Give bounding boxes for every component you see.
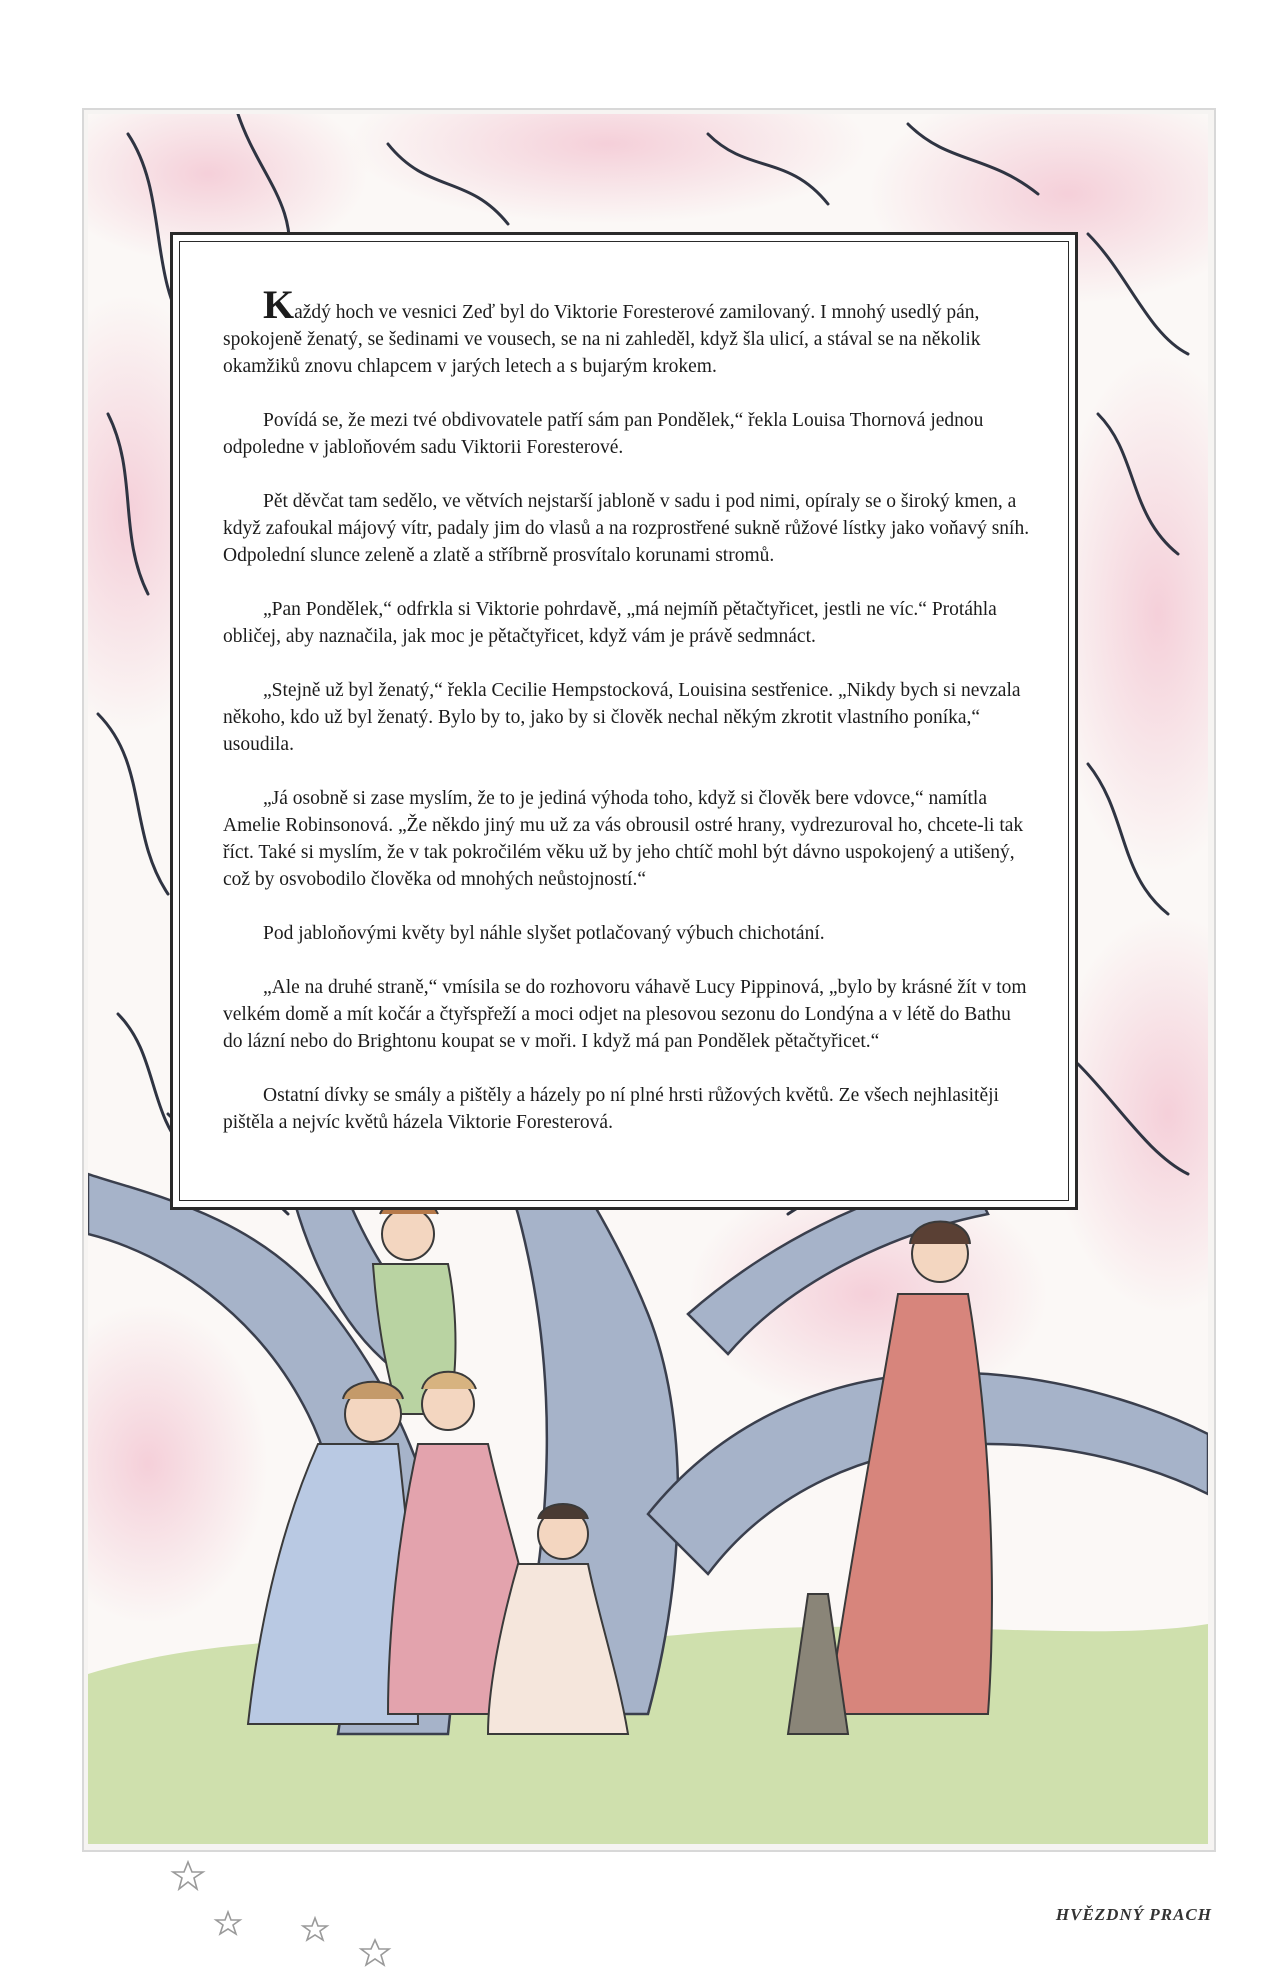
paragraph-1: [223, 282, 1033, 380]
story-text: [223, 282, 1033, 1163]
paragraph-8: „Ale na druhé straně,“ vmísila se do rozhovoru váhavě Lucy Pippinová, „bylo by krásné žít v tom velkém domě a mít kočár a čtyřspřeží a moci odjet na plesovou sezonu do Londýna a v létě do Bathu do lázní nebo do Brightonu koupat se v moři. I když má pan Pondělek pětačtyřicet.“: [223, 977, 1027, 1052]
paragraph-3: Pět děvčat tam sedělo, ve větvích nejstarší jabloně v sadu i pod nimi, opíraly se o široký kmen, a když zafoukal májový vítr, padaly jim do vlasů a na rozprostřené sukně růžové lístky jako voňavý sníh. Odpolední slunce zeleně a zlatě a stříbrně prosvítalo korunami stromů.: [223, 491, 1030, 566]
star-icon: [361, 1940, 389, 1965]
decorative-stars: [160, 1860, 420, 1970]
paragraph-6: „Já osobně si zase myslím, že to je jediná výhoda toho, když si člověk bere vdovce,“ namítla Amelie Robinsonová. „Že někdo jiný mu už za vás obrousil ostré hrany, vydrezuroval ho, chcete-li tak říct. Také si myslím, že v tak pokročilém věku už by jeho chtíč mohl být dávno uspokojený a utišený, což by osvobodilo člověka od mnohých neůstojností.“: [223, 788, 1024, 890]
star-icon: [216, 1912, 240, 1934]
paragraph-2: Povídá se, že mezi tvé obdivovatele patří sám pan Pondělek,“ řekla Louisa Thornová jednou odpoledne v jabloňovém sadu Viktorii Foresterové.: [223, 410, 984, 458]
paragraph-7: Pod jabloňovými květy byl náhle slyšet potlačovaný výbuch chichotání.: [263, 923, 825, 944]
paragraph-4: „Pan Pondělek,“ odfrkla si Viktorie pohrdavě, „má nejmíň pětačtyřicet, jestli ne víc.“ Protáhla obličej, aby naznačila, jak moc je pětačtyřicet, když vám je právě sedmnáct.: [223, 599, 997, 647]
drop-cap: K: [263, 282, 295, 327]
story-text-box: [170, 232, 1078, 1210]
paragraph-1-text: aždý hoch ve vesnici Zeď byl do Viktorie Foresterové zamilovaný. I mnohý usedlý pán, spokojeně ženatý, se šedinami ve vousech, se na ni zahleděl, když šla ulicí, a stával se na několik okamžiků znovu chlapcem v jarých letech a s bujarým krokem.: [223, 302, 981, 377]
paragraph-5: „Stejně už byl ženatý,“ řekla Cecilie Hempstocková, Louisina sestřenice. „Nikdy bych si nevzala někoho, kdo už byl ženatý. Bylo by to, jako by si člověk nechal někým zkrotit vlastního poníka,“ usoudila.: [223, 680, 1021, 755]
star-icon: [173, 1862, 203, 1889]
star-icon: [303, 1918, 327, 1940]
paragraph-9: Ostatní dívky se smály a pištěly a házely po ní plné hrsti růžových květů. Ze všech nejhlasitěji pištěla a nejvíc květů házela Viktorie Foresterová.: [223, 1085, 999, 1133]
running-footer-title: HVĚZDNÝ PRACH: [1055, 1905, 1212, 1924]
